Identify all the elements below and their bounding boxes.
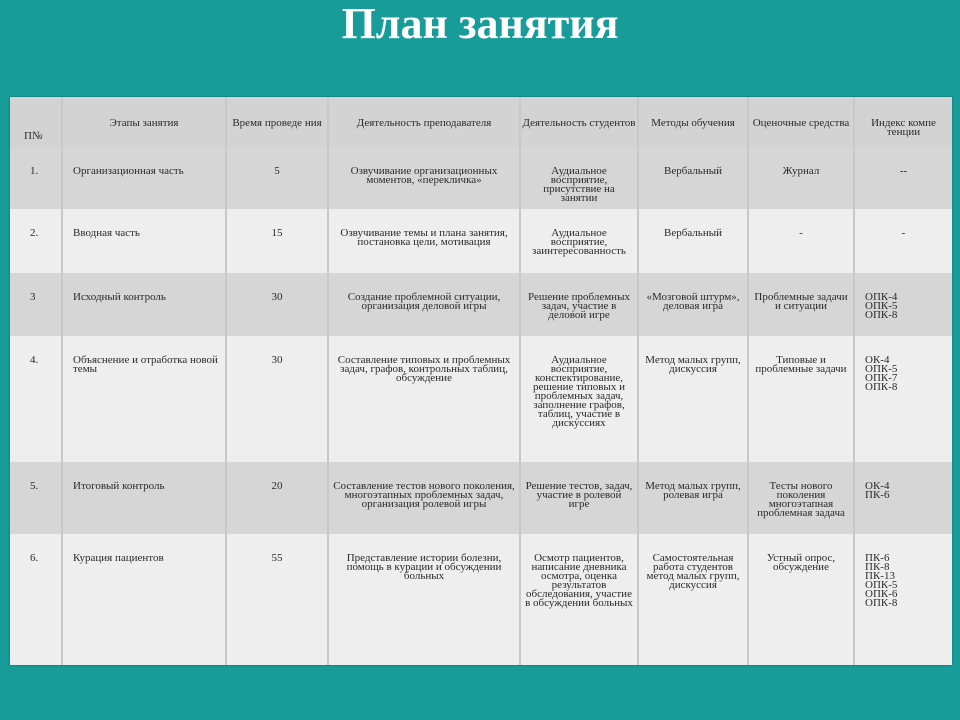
lesson-plan-table-container xyxy=(10,97,952,665)
row-methods: Метод малых групп, дискуссия xyxy=(638,336,748,462)
competence-code: ПК-6 xyxy=(865,489,890,501)
row-teacher-activity: Озвучивание темы и плана занятия, постановка цели, мотивация xyxy=(328,209,520,273)
column-header-stages: Этапы занятия xyxy=(62,97,226,147)
table-header-row xyxy=(10,97,952,147)
row-assessment: - xyxy=(748,209,854,273)
row-number: 5. xyxy=(10,462,62,534)
row-teacher-activity: Составление тестов нового поколения, многоэтапных проблемных задач, организация ролевой игры xyxy=(328,462,520,534)
row-student-activity: Аудиальное восприятие, конспектирование, решение типовых и проблемных задач, заполнение графов, таблиц, участие в дискуссиях xyxy=(520,336,638,462)
row-stage: Объяснение и отработка новой темы xyxy=(62,336,226,462)
row-competence xyxy=(854,534,952,665)
row-time: 15 xyxy=(226,209,328,273)
competence-code: ОПК-5 xyxy=(865,300,898,312)
competence-code: ОПК-8 xyxy=(865,381,898,393)
row-number: 3 xyxy=(10,273,62,336)
row-assessment: Устный опрос, обсуждение xyxy=(748,534,854,665)
row-competence xyxy=(854,336,952,462)
column-header-student-activity: Деятельность студентов xyxy=(520,97,638,147)
row-competence xyxy=(854,273,952,336)
competence-code: ОПК-7 xyxy=(865,372,898,384)
column-header-number: П№ xyxy=(10,97,62,147)
competence-code: - xyxy=(901,227,906,239)
row-stage: Организационная часть xyxy=(62,147,226,209)
competence-code: ПК-8 xyxy=(865,561,890,573)
row-methods: Вербальный xyxy=(638,147,748,209)
row-methods: «Мозговой штурм», деловая игра xyxy=(638,273,748,336)
row-methods: Вербальный xyxy=(638,209,748,273)
column-header-teacher-activity: Деятельность преподавателя xyxy=(328,97,520,147)
row-student-activity: Решение тестов, задач, участие в ролевой игре xyxy=(520,462,638,534)
competence-code: ОК-4 xyxy=(865,354,890,366)
competence-code: ОПК-8 xyxy=(865,309,898,321)
row-number: 6. xyxy=(10,534,62,665)
table-row xyxy=(10,273,952,336)
competence-code: ОПК-6 xyxy=(865,588,898,600)
competence-code: ОК-4 xyxy=(865,480,890,492)
row-student-activity: Аудиальное восприятие, присутствие на занятии xyxy=(520,147,638,209)
column-header-competence: Индекс компе тенции xyxy=(854,97,952,147)
competence-code: ПК-13 xyxy=(865,570,895,582)
row-methods: Самостоятельная работа студентов метод малых групп, дискуссия xyxy=(638,534,748,665)
row-stage: Итоговый контроль xyxy=(62,462,226,534)
row-time: 55 xyxy=(226,534,328,665)
row-teacher-activity: Создание проблемной ситуации, организация деловой игры xyxy=(328,273,520,336)
row-assessment: Журнал xyxy=(748,147,854,209)
competence-code: ОПК-8 xyxy=(865,597,898,609)
page-title: План занятия xyxy=(341,0,619,48)
row-teacher-activity: Составление типовых и проблемных задач, графов, контрольных таблиц, обсуждение xyxy=(328,336,520,462)
row-time: 30 xyxy=(226,336,328,462)
row-stage: Курация пациентов xyxy=(62,534,226,665)
row-student-activity: Осмотр пациентов, написание дневника осмотра, оценка результатов обследования, участие в обсуждении больных xyxy=(520,534,638,665)
column-header-methods: Методы обучения xyxy=(638,97,748,147)
row-number: 2. xyxy=(10,209,62,273)
row-time: 20 xyxy=(226,462,328,534)
row-stage: Исходный контроль xyxy=(62,273,226,336)
table-row xyxy=(10,462,952,534)
column-header-time: Время проведе ния xyxy=(226,97,328,147)
row-teacher-activity: Озвучивание организационных моментов, «перекличка» xyxy=(328,147,520,209)
row-teacher-activity: Представление истории болезни, помощь в курации и обсуждении больных xyxy=(328,534,520,665)
row-competence xyxy=(854,209,952,273)
competence-code: ОПК-5 xyxy=(865,363,898,375)
competence-code: ОПК-5 xyxy=(865,579,898,591)
row-stage: Вводная часть xyxy=(62,209,226,273)
lesson-plan-table xyxy=(10,97,952,665)
column-header-assessment: Оценочные средства xyxy=(748,97,854,147)
competence-code: -- xyxy=(899,165,908,177)
row-competence xyxy=(854,462,952,534)
table-row xyxy=(10,147,952,209)
row-student-activity: Аудиальное восприятие, заинтересованность xyxy=(520,209,638,273)
competence-code: ПК-6 xyxy=(865,552,890,564)
table-row xyxy=(10,534,952,665)
row-assessment: Проблемные задачи и ситуации xyxy=(748,273,854,336)
row-number: 1. xyxy=(10,147,62,209)
row-time: 5 xyxy=(226,147,328,209)
table-row xyxy=(10,209,952,273)
row-assessment: Тесты нового поколения многоэтапная проблемная задача xyxy=(748,462,854,534)
row-number: 4. xyxy=(10,336,62,462)
row-student-activity: Решение проблемных задач, участие в деловой игре xyxy=(520,273,638,336)
row-competence xyxy=(854,147,952,209)
table-row xyxy=(10,336,952,462)
row-time: 30 xyxy=(226,273,328,336)
row-assessment: Типовые и проблемные задачи xyxy=(748,336,854,462)
competence-code: ОПК-4 xyxy=(865,291,898,303)
row-methods: Метод малых групп, ролевая игра xyxy=(638,462,748,534)
